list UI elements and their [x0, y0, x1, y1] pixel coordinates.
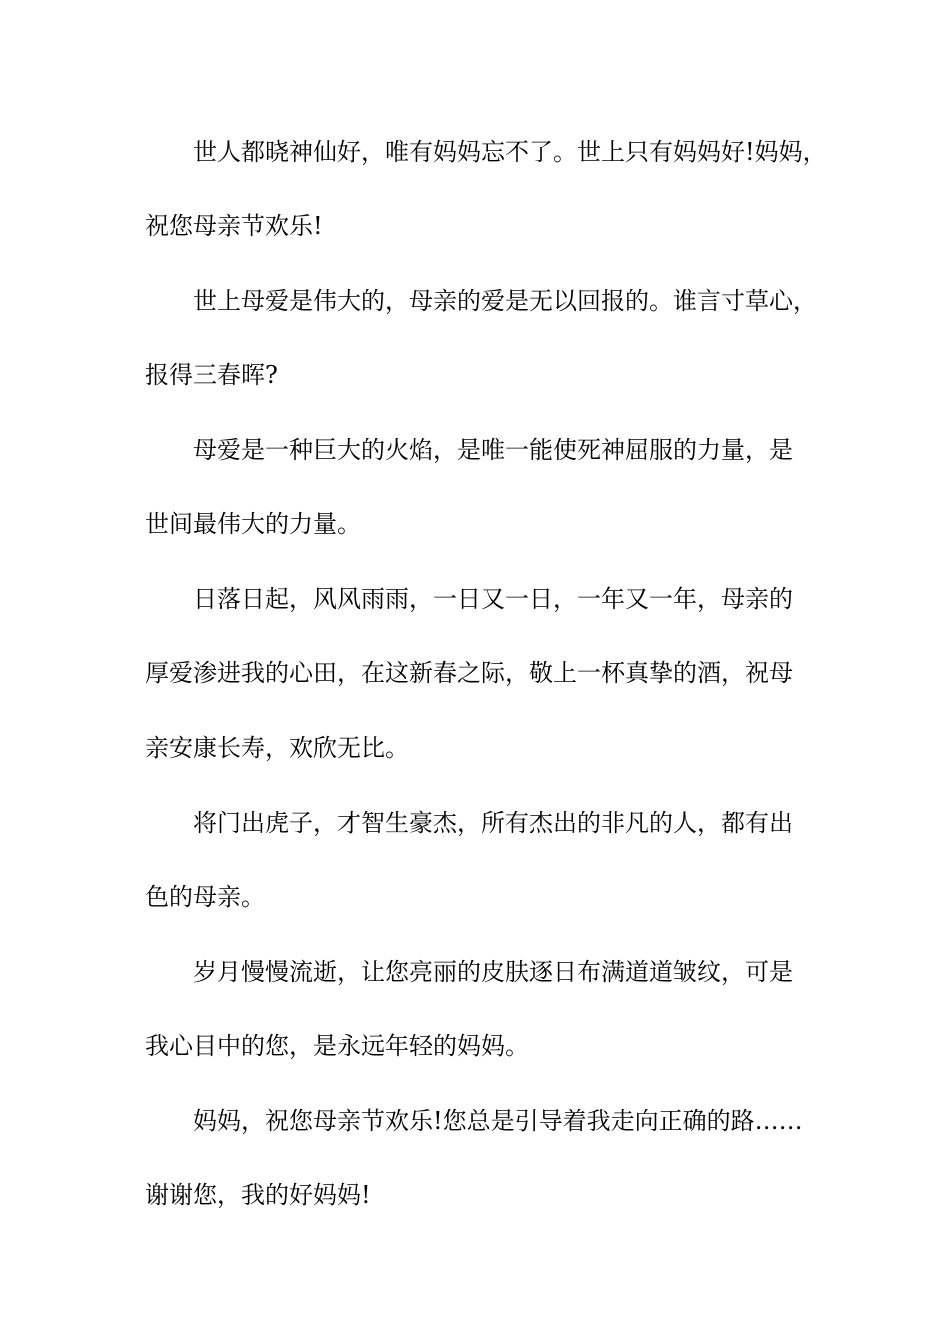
- paragraph-line: 岁月慢慢流逝，让您亮丽的皮肤逐日布满道道皱纹，可是: [193, 958, 793, 986]
- paragraph-line: 世人都晓神仙好，唯有妈妈忘不了。世上只有妈妈好!妈妈，: [193, 138, 827, 166]
- paragraph-line: 报得三春晖?: [145, 361, 278, 389]
- paragraph-line: 亲安康长寿，欢欣无比。: [145, 734, 409, 762]
- paragraph-line: 世间最伟大的力量。: [145, 510, 361, 538]
- paragraph-line: 祝您母亲节欢乐!: [145, 212, 323, 240]
- paragraph-line: 我心目中的您，是永远年轻的妈妈。: [145, 1032, 529, 1060]
- paragraph-line: 妈妈，祝您母亲节欢乐!您总是引导着我走向正确的路……: [193, 1107, 803, 1135]
- paragraph-line: 将门出虎子，才智生豪杰，所有杰出的非凡的人，都有出: [193, 809, 793, 837]
- paragraph-line: 日落日起，风风雨雨，一日又一日，一年又一年，母亲的: [193, 585, 793, 613]
- paragraph-line: 谢谢您，我的好妈妈!: [145, 1181, 371, 1209]
- paragraph-line: 色的母亲。: [145, 883, 265, 911]
- paragraph-line: 世上母爱是伟大的，母亲的爱是无以回报的。谁言寸草心，: [193, 287, 817, 315]
- paragraph-line: 母爱是一种巨大的火焰，是唯一能使死神屈服的力量，是: [193, 436, 793, 464]
- paragraph-line: 厚爱渗进我的心田，在这新春之际，敬上一杯真挚的酒，祝母: [145, 659, 793, 687]
